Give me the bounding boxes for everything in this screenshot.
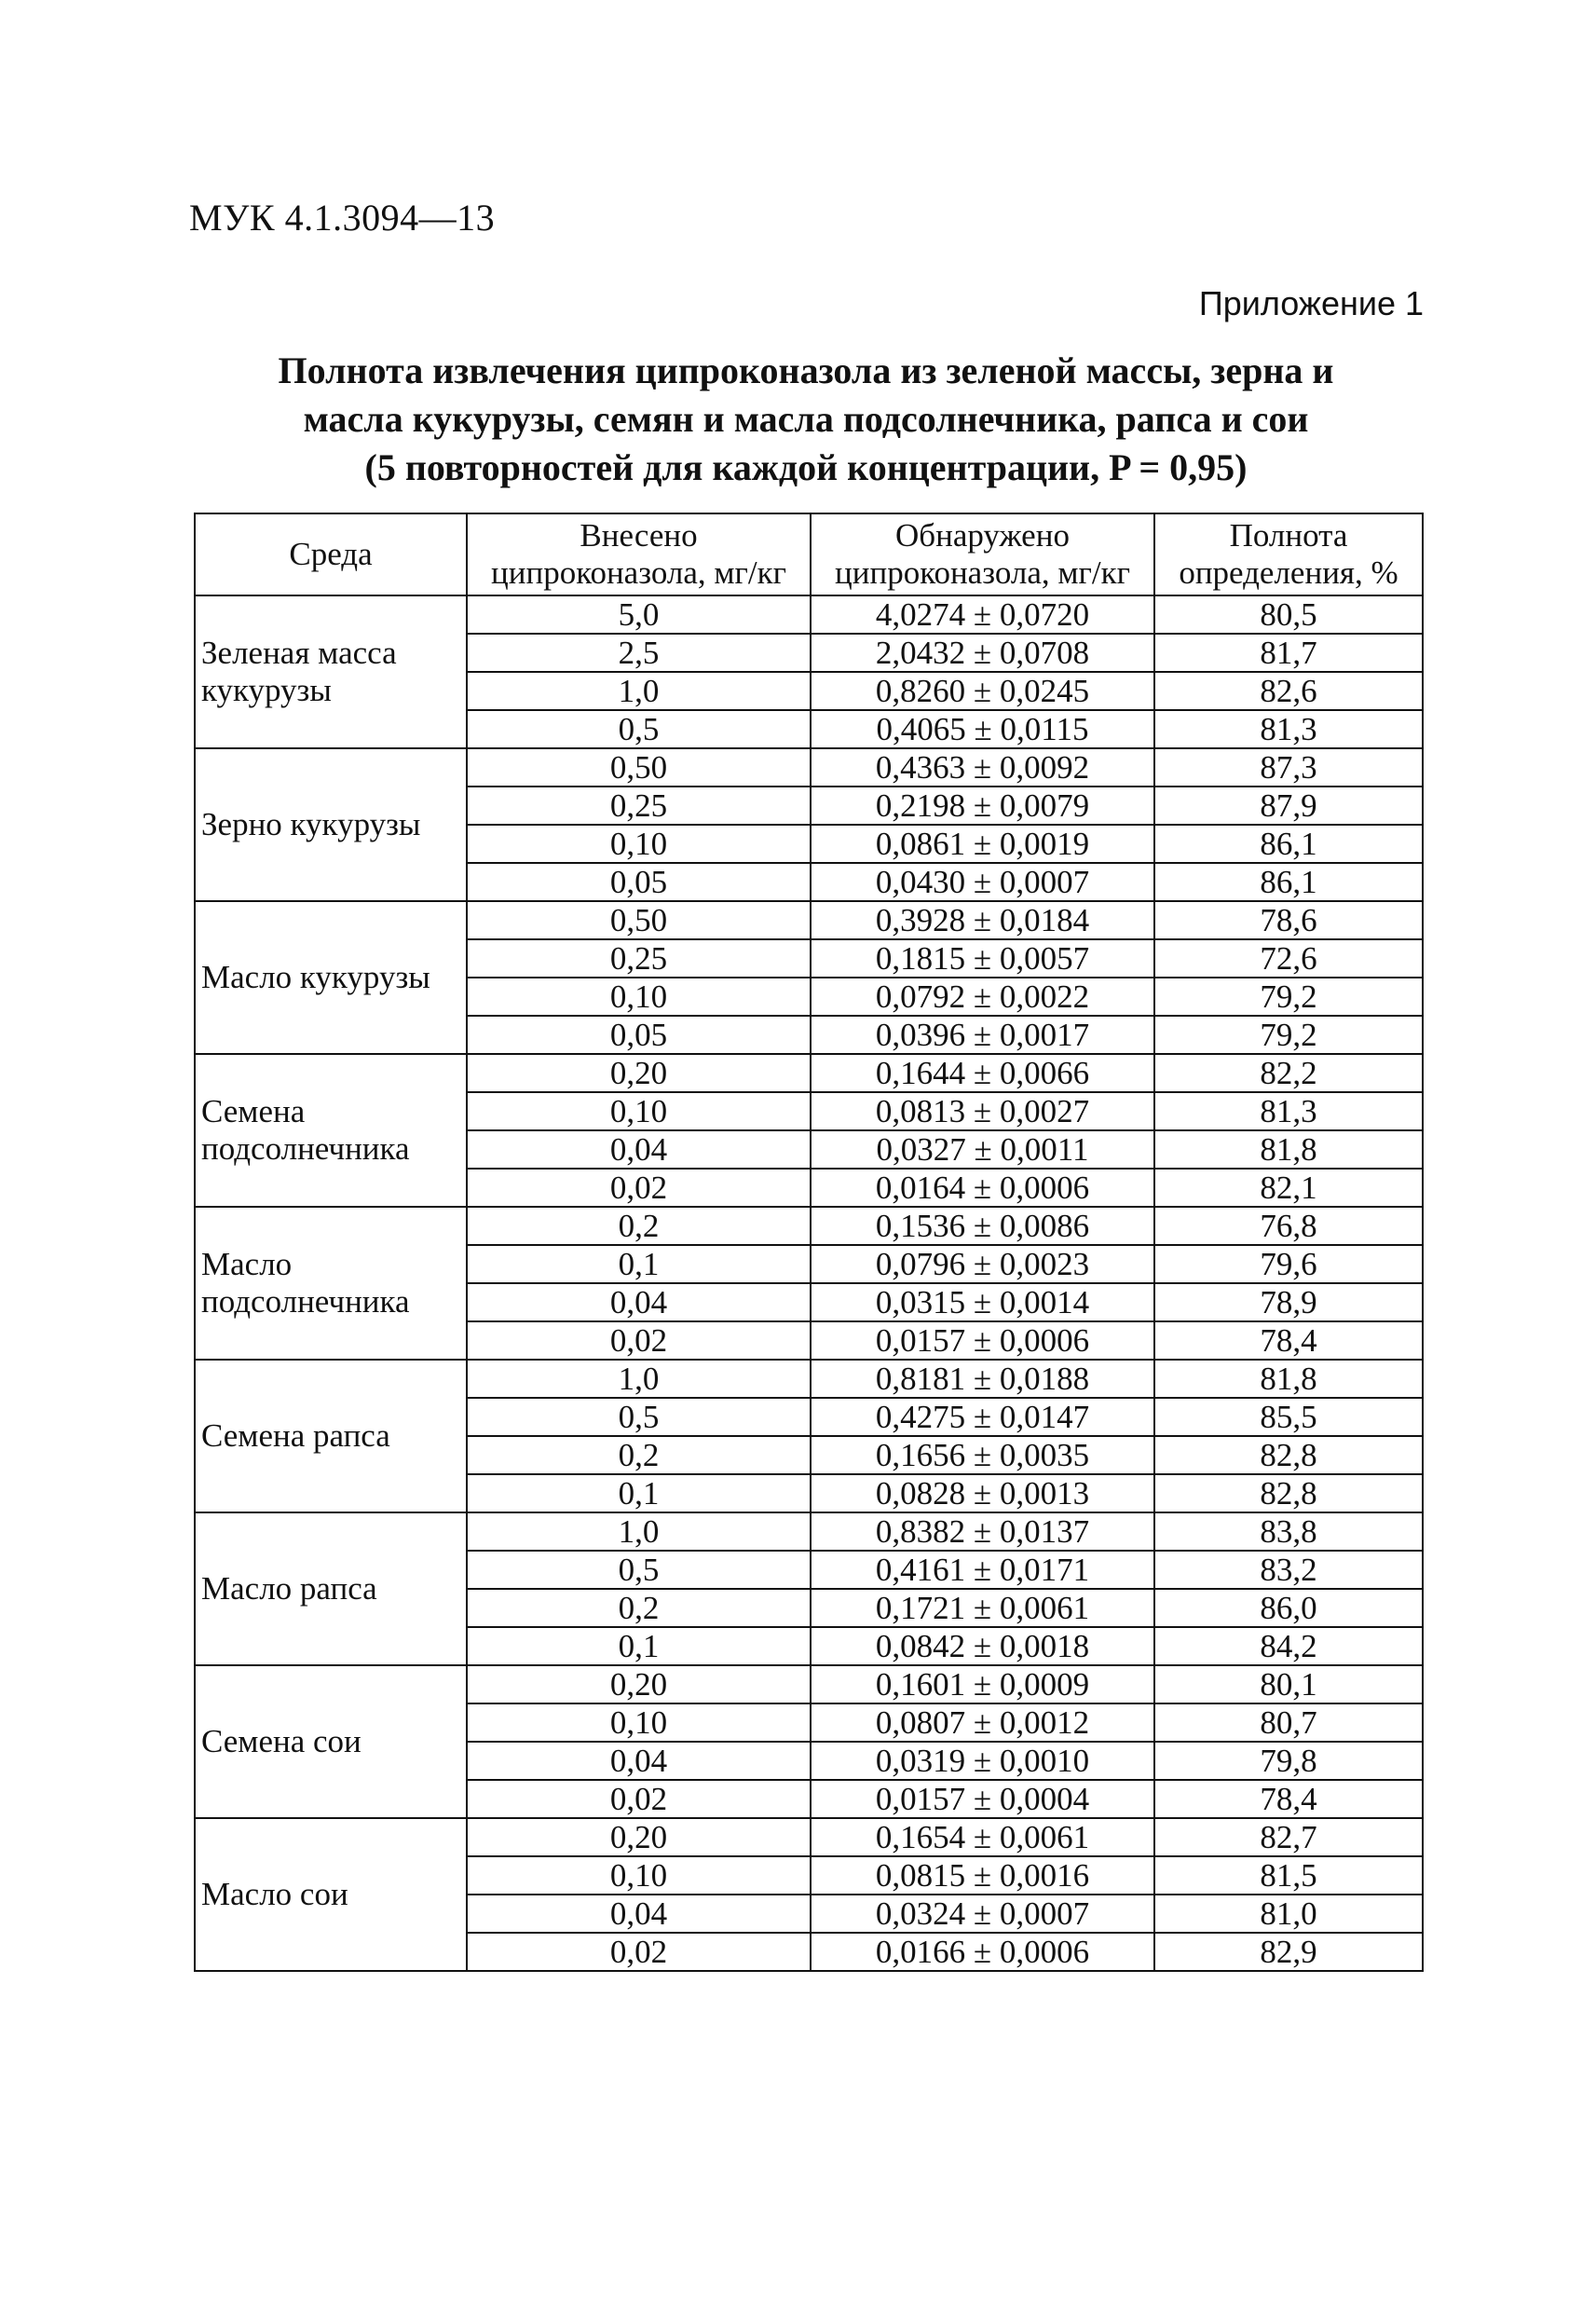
table-row [195,1054,1423,1092]
medium-cell: Масло кукурузы [195,901,467,1054]
added-cell: 0,05 [467,863,811,901]
recovery-cell: 79,6 [1154,1245,1423,1283]
table-row [195,1360,1423,1398]
recovery-cell: 79,2 [1154,1016,1423,1054]
found-cell: 0,1656 ± 0,0035 [811,1436,1154,1474]
table-row [195,1818,1423,1856]
table-row [195,595,1423,634]
found-cell: 0,0315 ± 0,0014 [811,1283,1154,1321]
medium-cell: Семена рапса [195,1360,467,1512]
added-cell: 0,25 [467,787,811,825]
found-cell: 0,3928 ± 0,0184 [811,901,1154,939]
added-cell: 0,5 [467,710,811,748]
recovery-cell: 76,8 [1154,1207,1423,1245]
recovery-cell: 87,3 [1154,748,1423,787]
recovery-table [194,513,1424,1972]
added-cell: 0,10 [467,825,811,863]
recovery-cell: 78,4 [1154,1321,1423,1360]
recovery-cell: 72,6 [1154,939,1423,978]
table-row [195,901,1423,939]
recovery-cell: 86,1 [1154,825,1423,863]
added-cell: 0,1 [467,1245,811,1283]
recovery-cell: 83,2 [1154,1551,1423,1589]
found-cell: 0,2198 ± 0,0079 [811,787,1154,825]
found-cell: 0,0792 ± 0,0022 [811,978,1154,1016]
added-cell: 0,10 [467,1703,811,1742]
added-cell: 0,10 [467,1092,811,1130]
added-cell: 0,02 [467,1933,811,1971]
recovery-cell: 82,1 [1154,1169,1423,1207]
table-row [195,1665,1423,1703]
title-line: (5 повторностей для каждой концентрации, P = 0,95) [364,446,1248,488]
added-cell: 0,04 [467,1895,811,1933]
found-cell: 0,1644 ± 0,0066 [811,1054,1154,1092]
added-cell: 0,2 [467,1436,811,1474]
table-row [195,748,1423,787]
found-cell: 0,1721 ± 0,0061 [811,1589,1154,1627]
added-cell: 0,04 [467,1130,811,1169]
recovery-cell: 82,8 [1154,1436,1423,1474]
recovery-cell: 80,5 [1154,595,1423,634]
title-line: Полнота извлечения ципроконазола из зеленой массы, зерна и [278,349,1334,391]
found-cell: 0,8181 ± 0,0188 [811,1360,1154,1398]
recovery-cell: 78,9 [1154,1283,1423,1321]
medium-cell: Зеленая масса кукурузы [195,595,467,748]
added-cell: 0,20 [467,1665,811,1703]
added-cell: 0,50 [467,748,811,787]
header-medium: Среда [195,513,467,595]
recovery-cell: 87,9 [1154,787,1423,825]
recovery-cell: 80,7 [1154,1703,1423,1742]
found-cell: 0,0861 ± 0,0019 [811,825,1154,863]
found-cell: 0,1601 ± 0,0009 [811,1665,1154,1703]
table-row [195,1512,1423,1551]
found-cell: 0,0319 ± 0,0010 [811,1742,1154,1780]
added-cell: 2,5 [467,634,811,672]
appendix-label: Приложение 1 [1198,284,1424,322]
recovery-cell: 81,8 [1154,1360,1423,1398]
recovery-cell: 83,8 [1154,1512,1423,1551]
added-cell: 0,1 [467,1627,811,1665]
recovery-cell: 85,5 [1154,1398,1423,1436]
added-cell: 1,0 [467,1360,811,1398]
found-cell: 0,0157 ± 0,0004 [811,1780,1154,1818]
recovery-cell: 81,3 [1154,710,1423,748]
found-cell: 0,4065 ± 0,0115 [811,710,1154,748]
added-cell: 0,02 [467,1321,811,1360]
added-cell: 0,02 [467,1780,811,1818]
medium-cell: Зерно кукурузы [195,748,467,901]
header-added: Внесено ципроконазола, мг/кг [467,513,811,595]
header-found: Обнаружено ципроконазола, мг/кг [811,513,1154,595]
medium-cell: Масло сои [195,1818,467,1971]
recovery-cell: 82,6 [1154,672,1423,710]
added-cell: 0,20 [467,1054,811,1092]
added-cell: 1,0 [467,672,811,710]
found-cell: 0,0815 ± 0,0016 [811,1856,1154,1895]
table-title [186,347,1425,492]
added-cell: 0,25 [467,939,811,978]
recovery-cell: 79,2 [1154,978,1423,1016]
added-cell: 5,0 [467,595,811,634]
recovery-cell: 81,7 [1154,634,1423,672]
recovery-cell: 81,0 [1154,1895,1423,1933]
recovery-cell: 82,2 [1154,1054,1423,1092]
found-cell: 0,0157 ± 0,0006 [811,1321,1154,1360]
recovery-cell: 80,1 [1154,1665,1423,1703]
found-cell: 0,0796 ± 0,0023 [811,1245,1154,1283]
found-cell: 0,4161 ± 0,0171 [811,1551,1154,1589]
added-cell: 0,1 [467,1474,811,1512]
table-row [195,1207,1423,1245]
recovery-cell: 81,5 [1154,1856,1423,1895]
added-cell: 0,5 [467,1398,811,1436]
recovery-cell: 78,4 [1154,1780,1423,1818]
added-cell: 0,5 [467,1551,811,1589]
found-cell: 0,0166 ± 0,0006 [811,1933,1154,1971]
added-cell: 0,50 [467,901,811,939]
added-cell: 0,2 [467,1589,811,1627]
added-cell: 0,20 [467,1818,811,1856]
found-cell: 0,0324 ± 0,0007 [811,1895,1154,1933]
added-cell: 0,10 [467,978,811,1016]
medium-cell: Масло рапса [195,1512,467,1665]
recovery-cell: 81,3 [1154,1092,1423,1130]
added-cell: 0,10 [467,1856,811,1895]
recovery-cell: 78,6 [1154,901,1423,939]
recovery-cell: 86,0 [1154,1589,1423,1627]
recovery-cell: 82,7 [1154,1818,1423,1856]
added-cell: 0,2 [467,1207,811,1245]
recovery-cell: 82,8 [1154,1474,1423,1512]
found-cell: 0,0807 ± 0,0012 [811,1703,1154,1742]
found-cell: 0,4363 ± 0,0092 [811,748,1154,787]
found-cell: 0,8382 ± 0,0137 [811,1512,1154,1551]
added-cell: 0,04 [467,1283,811,1321]
medium-cell: Масло подсолнечника [195,1207,467,1360]
found-cell: 0,4275 ± 0,0147 [811,1398,1154,1436]
found-cell: 0,0396 ± 0,0017 [811,1016,1154,1054]
table-body [195,595,1423,1971]
found-cell: 0,8260 ± 0,0245 [811,672,1154,710]
found-cell: 0,0842 ± 0,0018 [811,1627,1154,1665]
recovery-cell: 86,1 [1154,863,1423,901]
recovery-cell: 79,8 [1154,1742,1423,1780]
medium-cell: Семена подсолнечника [195,1054,467,1207]
medium-cell: Семена сои [195,1665,467,1818]
recovery-cell: 84,2 [1154,1627,1423,1665]
found-cell: 0,1654 ± 0,0061 [811,1818,1154,1856]
found-cell: 2,0432 ± 0,0708 [811,634,1154,672]
header-recovery: Полнота определения, % [1154,513,1423,595]
recovery-cell: 82,9 [1154,1933,1423,1971]
found-cell: 0,0828 ± 0,0013 [811,1474,1154,1512]
table-header-row [195,513,1423,595]
added-cell: 1,0 [467,1512,811,1551]
found-cell: 0,0430 ± 0,0007 [811,863,1154,901]
added-cell: 0,04 [467,1742,811,1780]
added-cell: 0,05 [467,1016,811,1054]
recovery-cell: 81,8 [1154,1130,1423,1169]
added-cell: 0,02 [467,1169,811,1207]
found-cell: 0,0813 ± 0,0027 [811,1092,1154,1130]
document-code: МУК 4.1.3094—13 [189,197,496,239]
found-cell: 0,0327 ± 0,0011 [811,1130,1154,1169]
found-cell: 0,1815 ± 0,0057 [811,939,1154,978]
found-cell: 4,0274 ± 0,0720 [811,595,1154,634]
found-cell: 0,1536 ± 0,0086 [811,1207,1154,1245]
title-line: масла кукурузы, семян и масла подсолнечника, рапса и сои [303,398,1309,440]
found-cell: 0,0164 ± 0,0006 [811,1169,1154,1207]
